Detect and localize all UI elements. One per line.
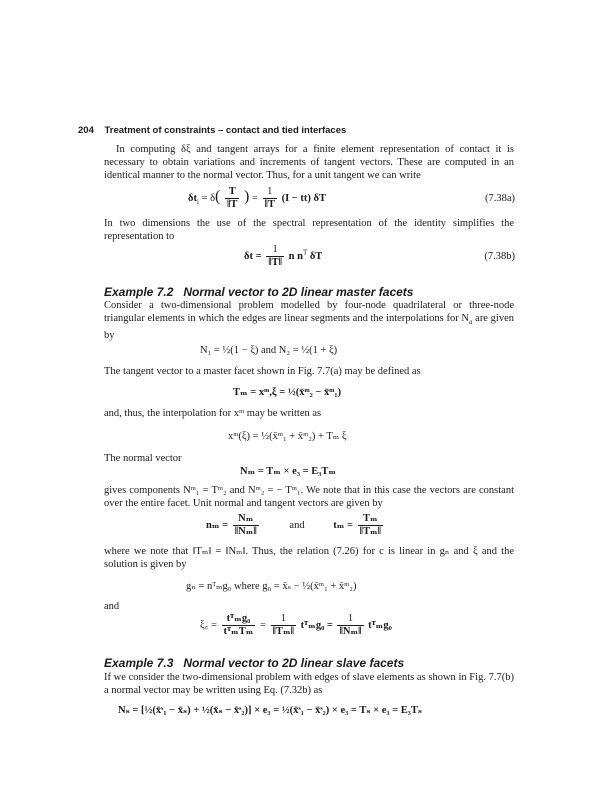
intro-paragraph: In computing δξ and tangent arrays for a finite element representation of contact it is necessary to obtain variations and increments of tangent vectors. These are computed in an identical manner to the normal vector. Thus, for a unit tangent we can write [104,144,514,181]
example-7-2-intro: Consider a two-dimensional problem modelled by four-node quadrilateral or three-node triangular elements in which the edges are linear segments and the interpolations for $N_a$ are given by [104,300,514,342]
normal-vector-equation: Nₘ = Tₘ × e₃ = E₃Tₘ [240,466,337,477]
interpolation-paragraph: and, thus, the interpolation for xᵐ may be written as [104,408,322,419]
running-header [78,125,346,136]
example-7-3-intro: If we consider the two-dimensional problem with edges of slave elements as shown in Fig. 7.7(b) a normal vector may be written using Eq. (7.32b) as [104,672,514,696]
unit-vectors-equation: nₘ = $\frac{\text{Nₘ}}{\text{‖Nₘ‖}}$ and tₘ = $\frac{\text{Tₘ}}{\text{‖Tₘ‖}}$ [206,513,382,537]
equation-7-38a: $\delta t_i = \delta$( $\frac{T}{‖T}$ ) = $\frac{1}{‖T}$ (I − tt) δT [188,186,326,210]
equation-number-7-38a: (7.38a) [484,193,515,204]
tangent-vector-equation: Tₘ = xᵐ,ξ = ½(x̄ᵐ₂ − x̄ᵐ₁) [233,387,342,398]
shape-functions-equation: N₁ = ½(1 − ξ) and N₂ = ½(1 + ξ) [200,345,338,356]
equation-number-7-38b: (7.38b) [484,251,515,262]
gap-equation: gₙ = nᵀₘg₀ where g₀ = x̄ₛ − ½(x̄ᵐ₁ + x̄ᵐ₂) [186,581,357,592]
equation-7-38b: δt = $\frac{1}{‖T‖}$ n $n^T$ δT [244,244,323,268]
components-paragraph: gives components Nᵐ₁ = Tᵐ₂ and Nᵐ₂ = − Tᵐ₁. We note that in this case the vectors are constant over the entire facet. Unit normal and tangent vectors are given by [104,485,514,509]
tangent-paragraph: The tangent vector to a master facet shown in Fig. 7.7(a) may be defined as [104,366,421,377]
interpolation-equation: xᵐ(ξ) = ½(x̄ᵐ₁ + x̄ᵐ₂) + Tₘ ξ [228,431,347,442]
page-number: 204 [78,125,94,136]
relation-paragraph: where we note that ‖Tₘ‖ = ‖Nₘ‖. Thus, the relation (7.26) for c is linear in gₙ and ξ and the solution is given by [104,546,514,570]
normal-vector-label: The normal vector [104,453,182,464]
chapter-title: Treatment of constraints – contact and tied interfaces [104,125,347,136]
slave-normal-equation: Nₛ = [½(x̄ˢ₁ − x̄ₛ) + ½(x̄ₛ − x̄ˢ₂)] × e₃ = ½(x̄ˢ₁ − x̄ˢ₂) × e₃ = Tₛ × e₃ = E₃Tₛ [118,705,423,716]
and-label: and [104,601,120,612]
paragraph-2d: In two dimensions the use of the spectral representation of the identity simplifies the representation to [104,218,514,242]
xi-equation: ξ꜀ = $\frac{\text{tᵀₘg₀}}{\text{tᵀₘTₘ}}$ = $\frac{1}{\text{‖Tₘ‖}}$ tᵀₘg₀ = $\frac{1}{\text{‖Nₘ‖}}$ tᵀₘg₀ [200,613,392,637]
example-7-2-heading: Example 7.2 Normal vector to 2D linear master facets [104,285,414,299]
example-7-3-heading: Example 7.3 Normal vector to 2D linear slave facets [104,656,405,670]
